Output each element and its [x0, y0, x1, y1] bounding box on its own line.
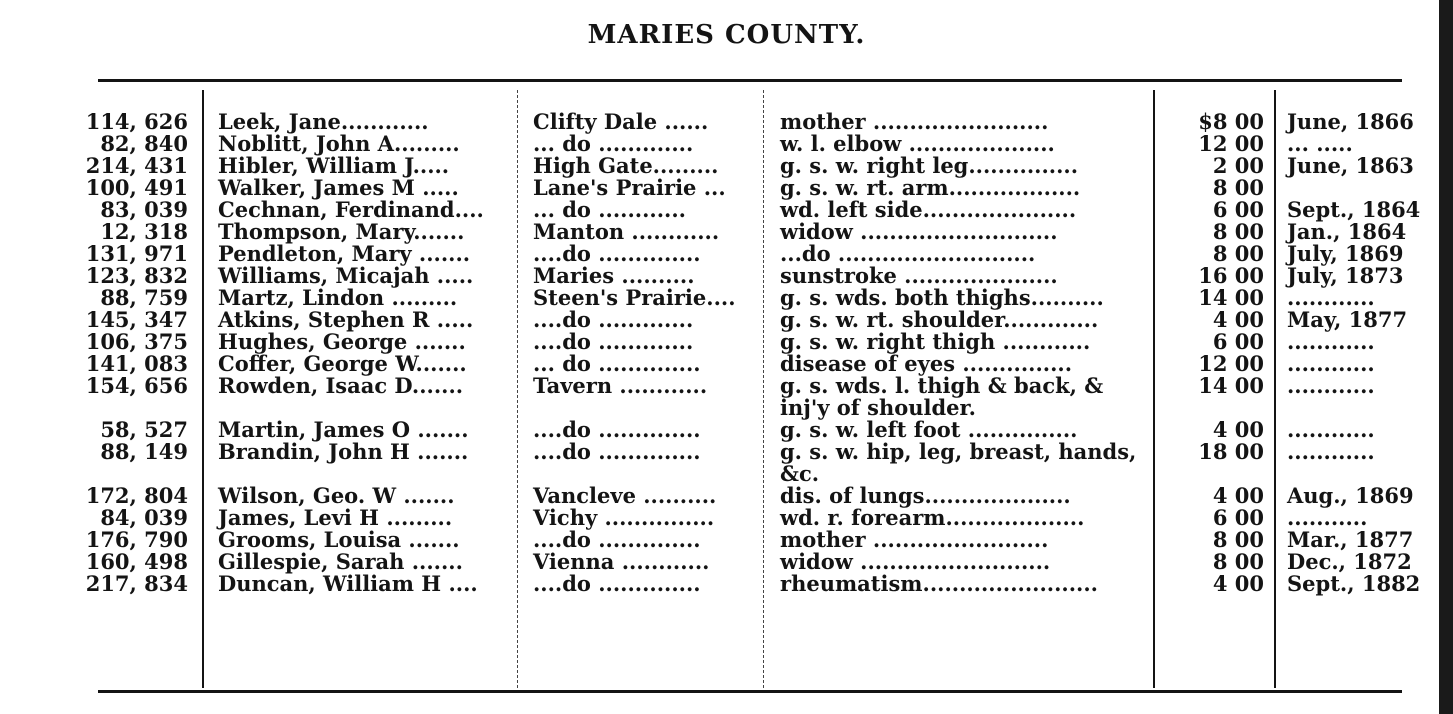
monthly-amount: 14 00 — [1198, 285, 1264, 310]
table-row — [0, 551, 1453, 573]
monthly-amount: 6 00 — [1212, 505, 1264, 530]
certificate-number: 217, 834 — [85, 571, 188, 596]
post-office: ....do ............. — [533, 329, 694, 354]
post-office: Tavern ............ — [533, 373, 708, 398]
date-of-allowance: June, 1863 — [1287, 153, 1414, 178]
certificate-number: 160, 498 — [85, 549, 188, 574]
certificate-number: 176, 790 — [85, 527, 188, 552]
cause-of-pension: dis. of lungs.................... — [780, 483, 1071, 508]
cause-of-pension: wd. left side..................... — [780, 197, 1077, 222]
certificate-number: 82, 840 — [100, 131, 188, 156]
pensioner-name: Coffer, George W....... — [218, 351, 467, 376]
table-row — [0, 177, 1453, 199]
date-of-allowance: July, 1873 — [1287, 263, 1404, 288]
post-office: ... do ............. — [533, 131, 694, 156]
pensioner-name: Williams, Micajah ..... — [218, 263, 474, 288]
cause-of-pension: disease of eyes ............... — [780, 351, 1073, 376]
page-edge-shadow — [1439, 0, 1453, 714]
certificate-number: 154, 656 — [85, 373, 188, 398]
post-office: Maries .......... — [533, 263, 695, 288]
table-row — [0, 507, 1453, 529]
post-office: Vichy ............... — [533, 505, 715, 530]
date-of-allowance: ............ — [1287, 329, 1375, 354]
cause-of-pension: g. s. w. rt. arm.................. — [780, 175, 1081, 200]
table-row — [0, 111, 1453, 133]
cause-of-pension: w. l. elbow .................... — [780, 131, 1055, 156]
table-row — [0, 287, 1453, 309]
post-office: Manton ............ — [533, 219, 720, 244]
certificate-number: 106, 375 — [85, 329, 188, 354]
post-office: ... do .............. — [533, 351, 701, 376]
monthly-amount: 4 00 — [1212, 417, 1264, 442]
date-of-allowance: June, 1866 — [1287, 109, 1414, 134]
monthly-amount: 14 00 — [1198, 373, 1264, 398]
cause-of-pension: wd. r. forearm................... — [780, 505, 1085, 530]
table-row — [0, 309, 1453, 331]
post-office: Steen's Prairie.... — [533, 285, 736, 310]
cause-of-pension: g. s. wds. l. thigh & back, & inj'y of shoulder. — [780, 373, 1104, 420]
monthly-amount: 4 00 — [1212, 571, 1264, 596]
monthly-amount: 4 00 — [1212, 483, 1264, 508]
table-row — [0, 243, 1453, 265]
cause-of-pension: mother ........................ — [780, 109, 1049, 134]
monthly-amount: $8 00 — [1198, 109, 1264, 134]
post-office: ....do .............. — [533, 439, 701, 464]
date-of-allowance: ............ — [1287, 285, 1375, 310]
cause-of-pension: ...do ........................... — [780, 241, 1036, 266]
date-of-allowance: ............ — [1287, 351, 1375, 376]
pensioner-name: James, Levi H ......... — [218, 505, 453, 530]
monthly-amount: 8 00 — [1212, 527, 1264, 552]
certificate-number: 123, 832 — [85, 263, 188, 288]
post-office: Vancleve .......... — [533, 483, 717, 508]
cause-of-pension: widow ........................... — [780, 219, 1058, 244]
pensioner-name: Wilson, Geo. W ....... — [218, 483, 455, 508]
top-rule — [98, 79, 1402, 82]
post-office: ....do ............. — [533, 307, 694, 332]
certificate-number: 84, 039 — [100, 505, 188, 530]
bottom-rule — [98, 690, 1402, 693]
cause-of-pension: g. s. w. rt. shoulder............. — [780, 307, 1099, 332]
cause-of-pension: sunstroke ..................... — [780, 263, 1058, 288]
cause-of-pension: g. s. w. right leg............... — [780, 153, 1079, 178]
pensioner-name: Gillespie, Sarah ....... — [218, 549, 463, 574]
certificate-number: 58, 527 — [100, 417, 188, 442]
table-row — [0, 573, 1453, 595]
table-row — [0, 199, 1453, 221]
pensioner-name: Duncan, William H .... — [218, 571, 478, 596]
monthly-amount: 8 00 — [1212, 175, 1264, 200]
cause-of-pension: g. s. wds. both thighs.......... — [780, 285, 1104, 310]
pensioner-name: Martin, James O ....... — [218, 417, 469, 442]
post-office: Clifty Dale ...... — [533, 109, 709, 134]
date-of-allowance: Dec., 1872 — [1287, 549, 1412, 574]
pensioner-name: Atkins, Stephen R ..... — [218, 307, 474, 332]
pensioner-name: Walker, James M ..... — [218, 175, 459, 200]
post-office: ....do .............. — [533, 571, 701, 596]
monthly-amount: 4 00 — [1212, 307, 1264, 332]
table-row — [0, 485, 1453, 507]
monthly-amount: 8 00 — [1212, 219, 1264, 244]
pensioner-name: Thompson, Mary....... — [218, 219, 465, 244]
monthly-amount: 2 00 — [1212, 153, 1264, 178]
certificate-number: 141, 083 — [85, 351, 188, 376]
table-row — [0, 529, 1453, 551]
date-of-allowance: ... ..... — [1287, 131, 1353, 156]
pensioner-name: Grooms, Louisa ....... — [218, 527, 460, 552]
monthly-amount: 12 00 — [1198, 351, 1264, 376]
date-of-allowance: Sept., 1882 — [1287, 571, 1421, 596]
table-row — [0, 155, 1453, 177]
date-of-allowance: Jan., 1864 — [1287, 219, 1407, 244]
cause-of-pension: widow .......................... — [780, 549, 1051, 574]
monthly-amount: 8 00 — [1212, 241, 1264, 266]
date-of-allowance: Mar., 1877 — [1287, 527, 1414, 552]
cause-of-pension: mother ........................ — [780, 527, 1049, 552]
post-office: Lane's Prairie ... — [533, 175, 726, 200]
post-office: ....do .............. — [533, 527, 701, 552]
post-office: ....do .............. — [533, 241, 701, 266]
date-of-allowance: July, 1869 — [1287, 241, 1404, 266]
table-row — [0, 221, 1453, 243]
table-row — [0, 419, 1453, 441]
table-row — [0, 353, 1453, 375]
date-of-allowance: ............ — [1287, 373, 1375, 398]
pensioner-name: Brandin, John H ....... — [218, 439, 469, 464]
cause-of-pension: g. s. w. left foot ............... — [780, 417, 1078, 442]
table-row — [0, 133, 1453, 155]
pensioner-name: Hughes, George ....... — [218, 329, 466, 354]
certificate-number: 100, 491 — [85, 175, 188, 200]
date-of-allowance: Sept., 1864 — [1287, 197, 1421, 222]
certificate-number: 172, 804 — [85, 483, 188, 508]
cause-of-pension: g. s. w. right thigh ............ — [780, 329, 1091, 354]
monthly-amount: 12 00 — [1198, 131, 1264, 156]
date-of-allowance: May, 1877 — [1287, 307, 1408, 332]
date-of-allowance: Aug., 1869 — [1287, 483, 1414, 508]
pensioner-name: Noblitt, John A......... — [218, 131, 460, 156]
post-office: High Gate......... — [533, 153, 719, 178]
post-office: ... do ............ — [533, 197, 686, 222]
monthly-amount: 6 00 — [1212, 329, 1264, 354]
cause-of-pension: g. s. w. hip, leg, breast, hands, &c. — [780, 439, 1137, 486]
pension-table — [0, 111, 1453, 595]
pensioner-name: Martz, Lindon ......... — [218, 285, 458, 310]
pensioner-name: Pendleton, Mary ....... — [218, 241, 471, 266]
certificate-number: 83, 039 — [100, 197, 188, 222]
pensioner-name: Hibler, William J..... — [218, 153, 450, 178]
post-office: Vienna ............ — [533, 549, 710, 574]
monthly-amount: 18 00 — [1198, 439, 1264, 464]
table-row — [0, 441, 1453, 485]
certificate-number: 88, 759 — [100, 285, 188, 310]
table-row — [0, 375, 1453, 419]
date-of-allowance: ............ — [1287, 417, 1375, 442]
table-row — [0, 331, 1453, 353]
monthly-amount: 8 00 — [1212, 549, 1264, 574]
certificate-number: 131, 971 — [85, 241, 188, 266]
certificate-number: 114, 626 — [85, 109, 188, 134]
post-office: ....do .............. — [533, 417, 701, 442]
certificate-number: 145, 347 — [85, 307, 188, 332]
certificate-number: 214, 431 — [85, 153, 188, 178]
certificate-number: 88, 149 — [100, 439, 188, 464]
table-row — [0, 265, 1453, 287]
date-of-allowance: ........... — [1287, 505, 1368, 530]
pensioner-name: Leek, Jane............ — [218, 109, 429, 134]
certificate-number: 12, 318 — [100, 219, 188, 244]
pensioner-name: Rowden, Isaac D....... — [218, 373, 464, 398]
page-title: MARIES COUNTY. — [587, 20, 866, 50]
date-of-allowance: ............ — [1287, 439, 1375, 464]
cause-of-pension: rheumatism........................ — [780, 571, 1098, 596]
pensioner-name: Cechnan, Ferdinand.... — [218, 197, 484, 222]
monthly-amount: 16 00 — [1198, 263, 1264, 288]
monthly-amount: 6 00 — [1212, 197, 1264, 222]
